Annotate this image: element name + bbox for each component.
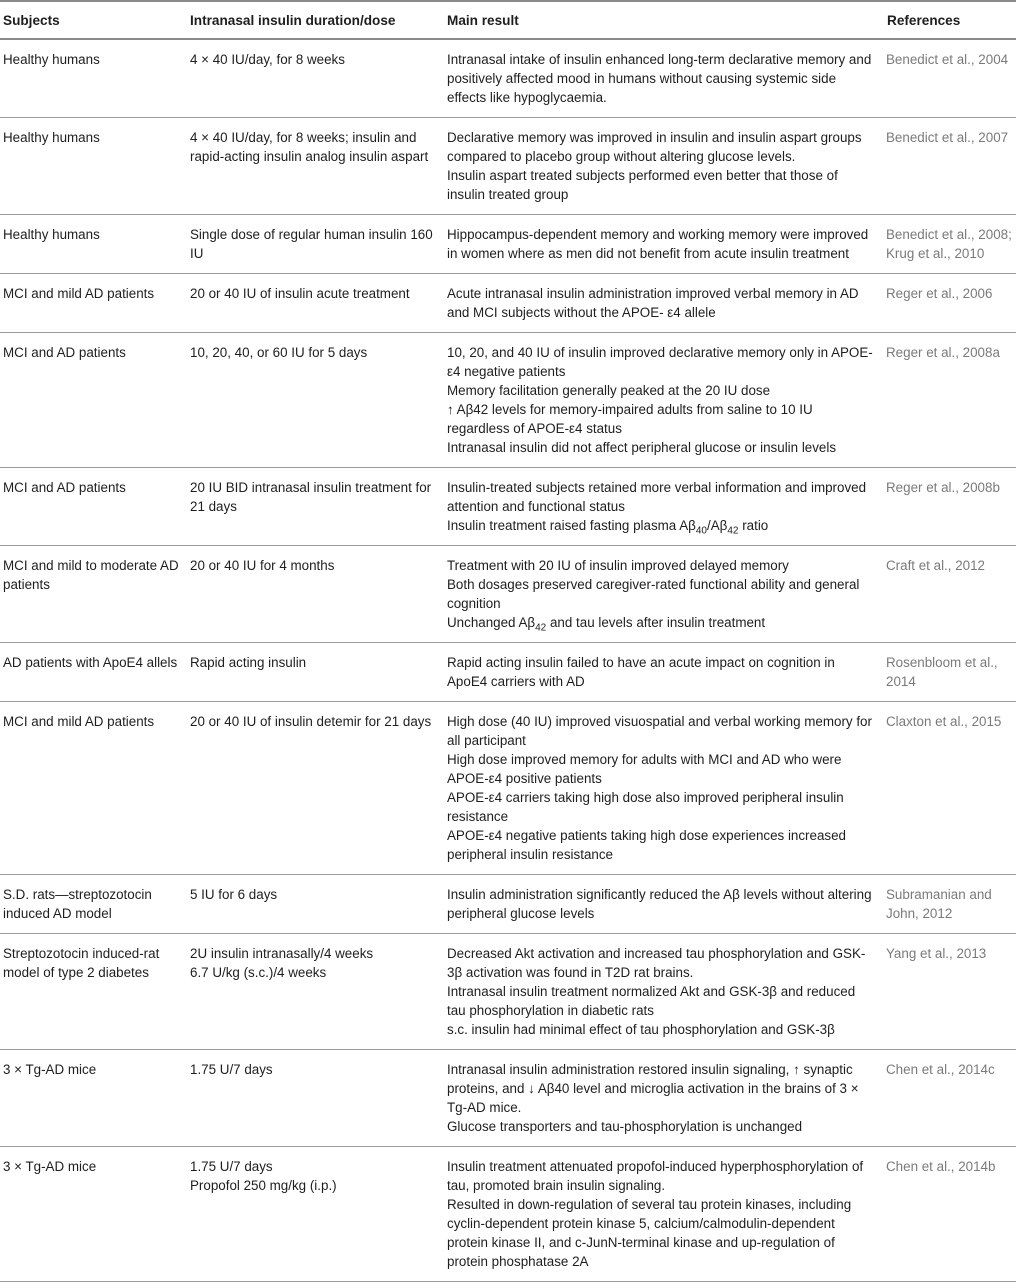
result-line: Insulin-treated subjects retained more verbal information and improved attention and functional status xyxy=(447,480,867,514)
table-row xyxy=(0,39,1016,118)
result-line: Intranasal insulin administration restored insulin signaling, ↑ synaptic proteins, and ↓ Aβ40 level and microglia activation in the brains of 3 × Tg-AD mice. xyxy=(447,1062,859,1115)
cell-dose xyxy=(186,934,443,1050)
cell-main-result xyxy=(443,546,883,643)
table-row xyxy=(0,702,1016,875)
cell-reference: Chen et al., 2014c xyxy=(883,1050,1016,1147)
cell-reference: Subramanian and John, 2012 xyxy=(883,875,1016,934)
cell-main-result xyxy=(443,118,883,215)
cell-subjects: Streptozotocin induced-rat model of type 2 diabetes xyxy=(0,934,186,1050)
dose-line: 20 or 40 IU for 4 months xyxy=(190,558,335,573)
cell-dose xyxy=(186,546,443,643)
table-row xyxy=(0,118,1016,215)
cell-subjects: AD patients with ApoE4 allels xyxy=(0,643,186,702)
cell-subjects: MCI and AD patients xyxy=(0,333,186,468)
result-line: APOE-ε4 negative patients taking high dose experiences increased peripheral insulin resistance xyxy=(447,828,847,862)
cell-dose xyxy=(186,274,443,333)
cell-subjects: Healthy humans xyxy=(0,215,186,274)
table-body xyxy=(0,39,1016,1282)
dose-line: 5 IU for 6 days xyxy=(190,887,278,902)
result-line: ↑ Aβ42 levels for memory-impaired adults from saline to 10 IU regardless of APOE-ε4 status xyxy=(447,402,813,436)
result-line: Resulted in down-regulation of several tau protein kinases, including cyclin-dependent protein kinase 5, calcium/calmodulin-dependent protein kinase II, and c-JunN-terminal kinase and up-regulation of protein phosphatase 2A xyxy=(447,1197,852,1269)
result-line: APOE-ε4 carriers taking high dose also improved peripheral insulin resistance xyxy=(447,790,844,824)
header-main-result: Main result xyxy=(443,1,883,39)
cell-subjects: MCI and mild AD patients xyxy=(0,274,186,333)
cell-reference: Reger et al., 2008b xyxy=(883,468,1016,546)
dose-line: 6.7 U/kg (s.c.)/4 weeks xyxy=(190,965,327,980)
dose-line: 1.75 U/7 days xyxy=(190,1062,273,1077)
result-line: Rapid acting insulin failed to have an acute impact on cognition in ApoE4 carriers with AD xyxy=(447,655,835,689)
cell-dose xyxy=(186,118,443,215)
cell-subjects: MCI and mild AD patients xyxy=(0,702,186,875)
cell-reference: Reger et al., 2008a xyxy=(883,333,1016,468)
table-row xyxy=(0,274,1016,333)
result-line: Unchanged $A\beta_{42}$ and tau levels after insulin treatment xyxy=(447,615,766,634)
dose-line: 10, 20, 40, or 60 IU for 5 days xyxy=(190,345,368,360)
result-line: Insulin treatment raised fasting plasma $A\beta_{40}/A\beta_{42}$ ratio xyxy=(447,518,769,537)
result-line: Glucose transporters and tau-phosphorylation is unchanged xyxy=(447,1119,803,1134)
cell-reference: Chen et al., 2014b xyxy=(883,1147,1016,1282)
table-row xyxy=(0,546,1016,643)
cell-dose xyxy=(186,1050,443,1147)
dose-line: 4 × 40 IU/day, for 8 weeks; insulin and rapid-acting insulin analog insulin aspart xyxy=(190,130,429,164)
result-line: Intranasal intake of insulin enhanced long-term declarative memory and positively affected mood in humans without causing systemic side effects like hypoglycaemia. xyxy=(447,52,872,105)
cell-dose xyxy=(186,215,443,274)
cell-reference: Yang et al., 2013 xyxy=(883,934,1016,1050)
result-line: Intranasal insulin did not affect peripheral glucose or insulin levels xyxy=(447,440,837,455)
table-row xyxy=(0,215,1016,274)
header-row xyxy=(0,1,1016,39)
cell-main-result xyxy=(443,39,883,118)
cell-main-result xyxy=(443,333,883,468)
cell-reference: Benedict et al., 2008; Krug et al., 2010 xyxy=(883,215,1016,274)
cell-reference: Benedict et al., 2007 xyxy=(883,118,1016,215)
cell-dose xyxy=(186,39,443,118)
cell-dose xyxy=(186,643,443,702)
result-line: Memory facilitation generally peaked at the 20 IU dose xyxy=(447,383,771,398)
cell-dose xyxy=(186,333,443,468)
dose-line: 2U insulin intranasally/4 weeks xyxy=(190,946,374,961)
table-row xyxy=(0,468,1016,546)
result-line: s.c. insulin had minimal effect of tau phosphorylation and GSK-3β xyxy=(447,1022,835,1037)
header-references: References xyxy=(883,1,1016,39)
result-line: Insulin treatment attenuated propofol-induced hyperphosphorylation of tau, promoted brain insulin signaling. xyxy=(447,1159,864,1193)
cell-main-result xyxy=(443,274,883,333)
cell-reference: Reger et al., 2006 xyxy=(883,274,1016,333)
cell-subjects: MCI and AD patients xyxy=(0,468,186,546)
result-line: Treatment with 20 IU of insulin improved delayed memory xyxy=(447,558,789,573)
cell-subjects: S.D. rats—streptozotocin induced AD model xyxy=(0,875,186,934)
cell-dose xyxy=(186,702,443,875)
result-line: Intranasal insulin treatment normalized Akt and GSK-3β and reduced tau phosphorylation in diabetic rats xyxy=(447,984,856,1018)
cell-main-result xyxy=(443,1050,883,1147)
cell-reference: Craft et al., 2012 xyxy=(883,546,1016,643)
cell-subjects: 3 × Tg-AD mice xyxy=(0,1050,186,1147)
result-line: Declarative memory was improved in insulin and insulin aspart groups compared to placebo group without altering glucose levels. xyxy=(447,130,862,164)
cell-main-result xyxy=(443,934,883,1050)
cell-subjects: 3 × Tg-AD mice xyxy=(0,1147,186,1282)
dose-line: Single dose of regular human insulin 160 IU xyxy=(190,227,433,261)
cell-subjects: Healthy humans xyxy=(0,39,186,118)
cell-dose xyxy=(186,1147,443,1282)
cell-main-result xyxy=(443,468,883,546)
result-line: Both dosages preserved caregiver-rated functional ability and general cognition xyxy=(447,577,860,611)
result-line: Hippocampus-dependent memory and working memory were improved in women where as men did not benefit from acute insulin treatment xyxy=(447,227,869,261)
cell-reference: Rosenbloom et al., 2014 xyxy=(883,643,1016,702)
result-line: Acute intranasal insulin administration improved verbal memory in AD and MCI subjects without the APOE- ε4 allele xyxy=(447,286,859,320)
result-line: Decreased Akt activation and increased tau phosphorylation and GSK-3β activation was found in T2D rat brains. xyxy=(447,946,866,980)
result-line: Insulin aspart treated subjects performed even better that those of insulin treated group xyxy=(447,168,838,202)
cell-main-result xyxy=(443,702,883,875)
dose-line: Propofol 250 mg/kg (i.p.) xyxy=(190,1178,337,1193)
cell-reference: Claxton et al., 2015 xyxy=(883,702,1016,875)
cell-main-result xyxy=(443,215,883,274)
cell-main-result xyxy=(443,643,883,702)
dose-line: 20 or 40 IU of insulin detemir for 21 days xyxy=(190,714,432,729)
cell-dose xyxy=(186,875,443,934)
table-row xyxy=(0,1050,1016,1147)
table-row xyxy=(0,643,1016,702)
dose-line: 20 IU BID intranasal insulin treatment for 21 days xyxy=(190,480,432,514)
cell-main-result xyxy=(443,875,883,934)
header-subjects: Subjects xyxy=(0,1,186,39)
result-line: High dose (40 IU) improved visuospatial and verbal working memory for all participant xyxy=(447,714,872,748)
dose-line: Rapid acting insulin xyxy=(190,655,307,670)
header-dose: Intranasal insulin duration/dose xyxy=(186,1,443,39)
table-row xyxy=(0,333,1016,468)
cell-subjects: Healthy humans xyxy=(0,118,186,215)
cell-main-result xyxy=(443,1147,883,1282)
cell-reference: Benedict et al., 2004 xyxy=(883,39,1016,118)
dose-line: 1.75 U/7 days xyxy=(190,1159,273,1174)
table-row xyxy=(0,1147,1016,1282)
result-line: High dose improved memory for adults with MCI and AD who were APOE-ε4 positive patients xyxy=(447,752,842,786)
table-row xyxy=(0,875,1016,934)
result-line: 10, 20, and 40 IU of insulin improved declarative memory only in APOE-ε4 negative patients xyxy=(447,345,873,379)
dose-line: 20 or 40 IU of insulin acute treatment xyxy=(190,286,410,301)
dose-line: 4 × 40 IU/day, for 8 weeks xyxy=(190,52,345,67)
cell-dose xyxy=(186,468,443,546)
cell-subjects: MCI and mild to moderate AD patients xyxy=(0,546,186,643)
table-row xyxy=(0,934,1016,1050)
result-line: Insulin administration significantly reduced the Aβ levels without altering peripheral glucose levels xyxy=(447,887,872,921)
